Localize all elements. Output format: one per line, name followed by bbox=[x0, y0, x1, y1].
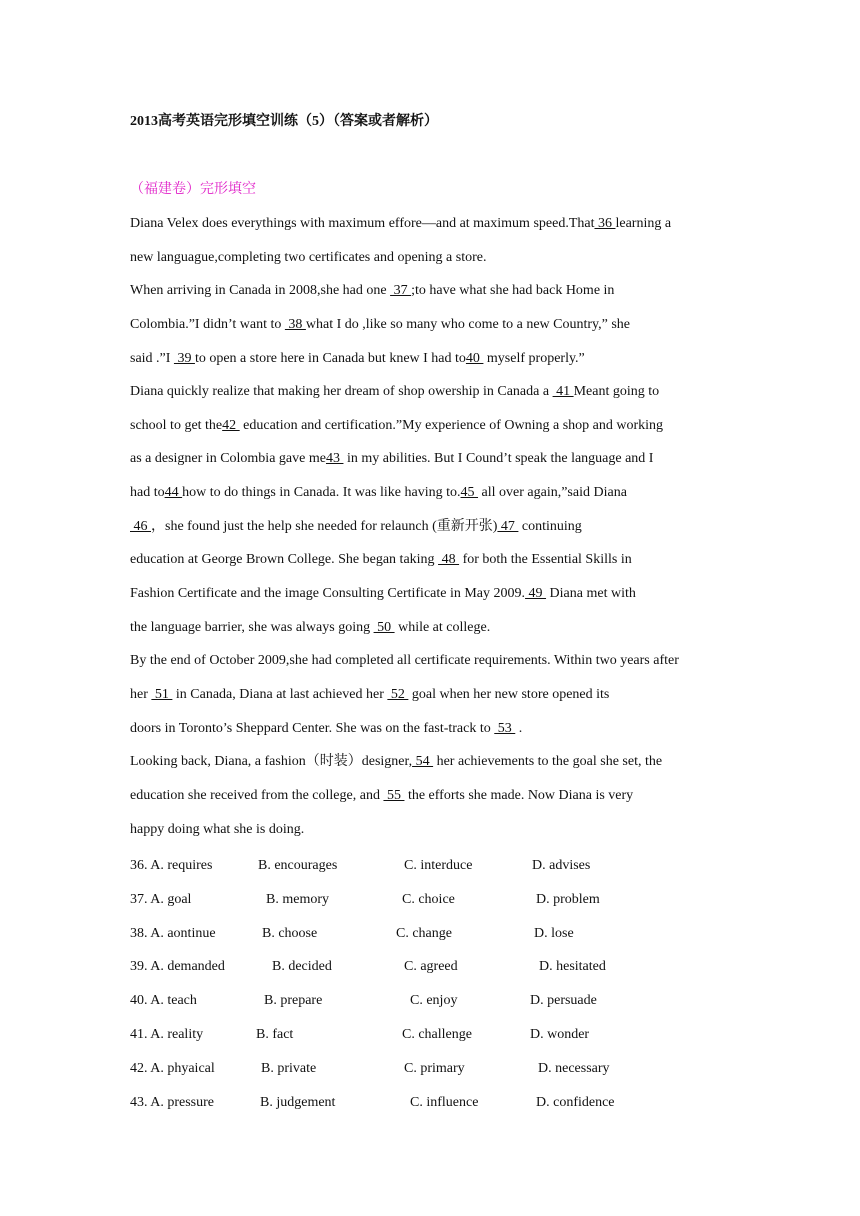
option-row bbox=[130, 956, 750, 990]
option-b: B. fact bbox=[256, 1026, 294, 1042]
passage-text: education at George Brown College. She began taking bbox=[130, 552, 439, 568]
passage-text: By the end of October 2009,she had completed all certificate requirements. Within two years after bbox=[130, 653, 679, 669]
option-d: D. persuade bbox=[530, 993, 597, 1009]
passage-line bbox=[130, 583, 740, 617]
passage-text: . bbox=[515, 720, 523, 736]
option-c: C. agreed bbox=[404, 959, 458, 975]
passage-text: as a designer in Colombia gave me bbox=[130, 451, 326, 467]
option-a: 36. A. requires bbox=[130, 858, 213, 873]
passage-text: goal when her new store opened its bbox=[408, 686, 610, 702]
passage-text: her bbox=[130, 686, 152, 702]
option-row bbox=[130, 1058, 750, 1092]
passage-line bbox=[130, 381, 740, 415]
passage-text: Diana met with bbox=[546, 586, 636, 602]
option-b: B. private bbox=[261, 1060, 317, 1076]
blank-number: 36 bbox=[594, 216, 616, 231]
passage-text: all over again,”said Diana bbox=[478, 485, 627, 501]
blank-number: 40 bbox=[465, 350, 484, 366]
passage-line bbox=[130, 448, 740, 482]
option-d: D. advises bbox=[532, 858, 591, 873]
passage-line bbox=[130, 785, 740, 819]
passage-text: doors in Toronto’s Sheppard Center. She was on the fast-track to bbox=[130, 720, 495, 736]
blank-number: 52 bbox=[387, 686, 409, 702]
passage-line bbox=[130, 617, 740, 651]
answer-options bbox=[130, 855, 750, 1125]
passage-text: myself properly.” bbox=[483, 350, 585, 366]
option-row bbox=[130, 889, 750, 923]
blank-number: 46 bbox=[130, 518, 151, 534]
blank-number: 37 bbox=[390, 283, 412, 299]
passage-text: ;to have what she had back Home in bbox=[411, 283, 615, 299]
blank-number: 47 bbox=[497, 518, 519, 534]
option-row bbox=[130, 923, 750, 957]
passage-text: learning a bbox=[615, 216, 672, 231]
option-c: C. interduce bbox=[404, 858, 473, 873]
passage-line bbox=[130, 718, 740, 752]
blank-number: 48 bbox=[438, 552, 460, 568]
page-title: 2013高考英语完形填空训练（5）（答案或者解析） bbox=[130, 114, 438, 129]
passage-text: school to get the bbox=[130, 417, 223, 433]
passage-line bbox=[130, 314, 740, 348]
option-b: B. judgement bbox=[260, 1094, 336, 1110]
option-c: C. influence bbox=[410, 1094, 479, 1110]
option-b: B. encourages bbox=[258, 858, 338, 873]
option-d: D. necessary bbox=[538, 1060, 610, 1076]
option-c: C. enjoy bbox=[410, 993, 458, 1009]
passage-text: education she received from the college, and bbox=[130, 787, 384, 803]
passage-text: how to do things in Canada. It was like having to. bbox=[182, 485, 461, 501]
blank-number: 39 bbox=[173, 350, 195, 366]
option-a: 41. A. reality bbox=[130, 1026, 204, 1042]
option-a: 37. A. goal bbox=[130, 891, 192, 907]
option-b: B. choose bbox=[262, 925, 318, 941]
passage-text: had to bbox=[130, 485, 165, 501]
blank-number: 53 bbox=[494, 720, 516, 736]
option-row bbox=[130, 1024, 750, 1058]
option-a: 43. A. pressure bbox=[130, 1094, 214, 1110]
passage-text: in Canada, Diana at last achieved her bbox=[172, 686, 388, 702]
section-heading: （福建卷）完形填空 bbox=[130, 182, 256, 197]
option-c: C. challenge bbox=[402, 1026, 472, 1042]
passage-line bbox=[130, 549, 740, 583]
passage-line bbox=[130, 348, 740, 382]
option-a: 42. A. phyaical bbox=[130, 1060, 215, 1076]
cloze-passage bbox=[130, 213, 740, 852]
passage-text: for both the Essential Skills in bbox=[459, 552, 632, 568]
passage-text: in my abilities. But I Cound’t speak the language and I bbox=[343, 451, 654, 467]
passage-text: Diana Velex does everythings with maximum effore—and at maximum speed.That bbox=[130, 216, 595, 231]
passage-text: ，she found just the help she needed for relaunch (重新开张) bbox=[151, 518, 498, 534]
passage-text: Colombia.”I didn’t want to bbox=[130, 316, 285, 332]
passage-text: Diana quickly realize that making her dream of shop owership in Canada a bbox=[130, 384, 553, 400]
option-d: D. wonder bbox=[530, 1026, 590, 1042]
option-d: D. problem bbox=[536, 891, 600, 907]
option-c: C. choice bbox=[402, 891, 455, 907]
blank-number: 50 bbox=[373, 619, 395, 635]
option-row bbox=[130, 990, 750, 1024]
passage-text: what I do ,like so many who come to a new Country,” she bbox=[305, 316, 631, 332]
passage-text: When arriving in Canada in 2008,she had one bbox=[130, 283, 391, 299]
passage-line bbox=[130, 415, 740, 449]
option-d: D. lose bbox=[534, 925, 574, 941]
passage-line bbox=[130, 819, 740, 853]
passage-text: continuing bbox=[518, 518, 582, 534]
option-a: 40. A. teach bbox=[130, 993, 197, 1009]
option-c: C. change bbox=[396, 925, 452, 941]
passage-line bbox=[130, 751, 740, 785]
blank-number: 45 bbox=[460, 485, 479, 501]
option-row bbox=[130, 1092, 750, 1126]
blank-number: 41 bbox=[552, 384, 574, 400]
blank-number: 38 bbox=[284, 316, 306, 332]
passage-text: to open a store here in Canada but knew I had to bbox=[194, 350, 466, 366]
passage-line bbox=[130, 213, 740, 247]
passage-text: Fashion Certificate and the image Consulting Certificate in May 2009. bbox=[130, 586, 526, 602]
blank-number: 49 bbox=[525, 586, 547, 602]
blank-number: 43 bbox=[325, 451, 344, 467]
passage-text: the language barrier, she was always going bbox=[130, 619, 374, 635]
passage-text: new languague,completing two certificates and opening a store. bbox=[130, 249, 487, 265]
passage-line bbox=[130, 482, 740, 516]
passage-text: while at college. bbox=[394, 619, 491, 635]
passage-text: education and certification.”My experience of Owning a shop and working bbox=[239, 417, 664, 433]
passage-text: said .”I bbox=[130, 350, 174, 366]
blank-number: 42 bbox=[222, 417, 240, 433]
passage-line bbox=[130, 280, 740, 314]
passage-text: the efforts she made. Now Diana is very bbox=[404, 787, 634, 803]
option-b: B. decided bbox=[272, 959, 332, 975]
blank-number: 51 bbox=[151, 686, 173, 702]
passage-text: her achievements to the goal she set, the bbox=[433, 754, 663, 770]
blank-number: 54 bbox=[412, 754, 434, 770]
passage-line bbox=[130, 247, 740, 281]
option-a: 39. A. demanded bbox=[130, 959, 225, 975]
blank-number: 44 bbox=[164, 485, 183, 501]
passage-text: Meant going to bbox=[573, 384, 660, 400]
option-c: C. primary bbox=[404, 1060, 465, 1076]
passage-line bbox=[130, 650, 740, 684]
passage-text: happy doing what she is doing. bbox=[130, 821, 305, 837]
passage-line bbox=[130, 516, 740, 550]
option-a: 38. A. aontinue bbox=[130, 925, 216, 941]
option-d: D. confidence bbox=[536, 1094, 615, 1110]
blank-number: 55 bbox=[383, 787, 405, 803]
option-b: B. prepare bbox=[264, 993, 323, 1009]
option-row bbox=[130, 855, 750, 889]
passage-text: Looking back, Diana, a fashion（时装）designer, bbox=[130, 754, 413, 770]
option-d: D. hesitated bbox=[539, 959, 606, 975]
passage-line bbox=[130, 684, 740, 718]
option-b: B. memory bbox=[266, 891, 329, 907]
